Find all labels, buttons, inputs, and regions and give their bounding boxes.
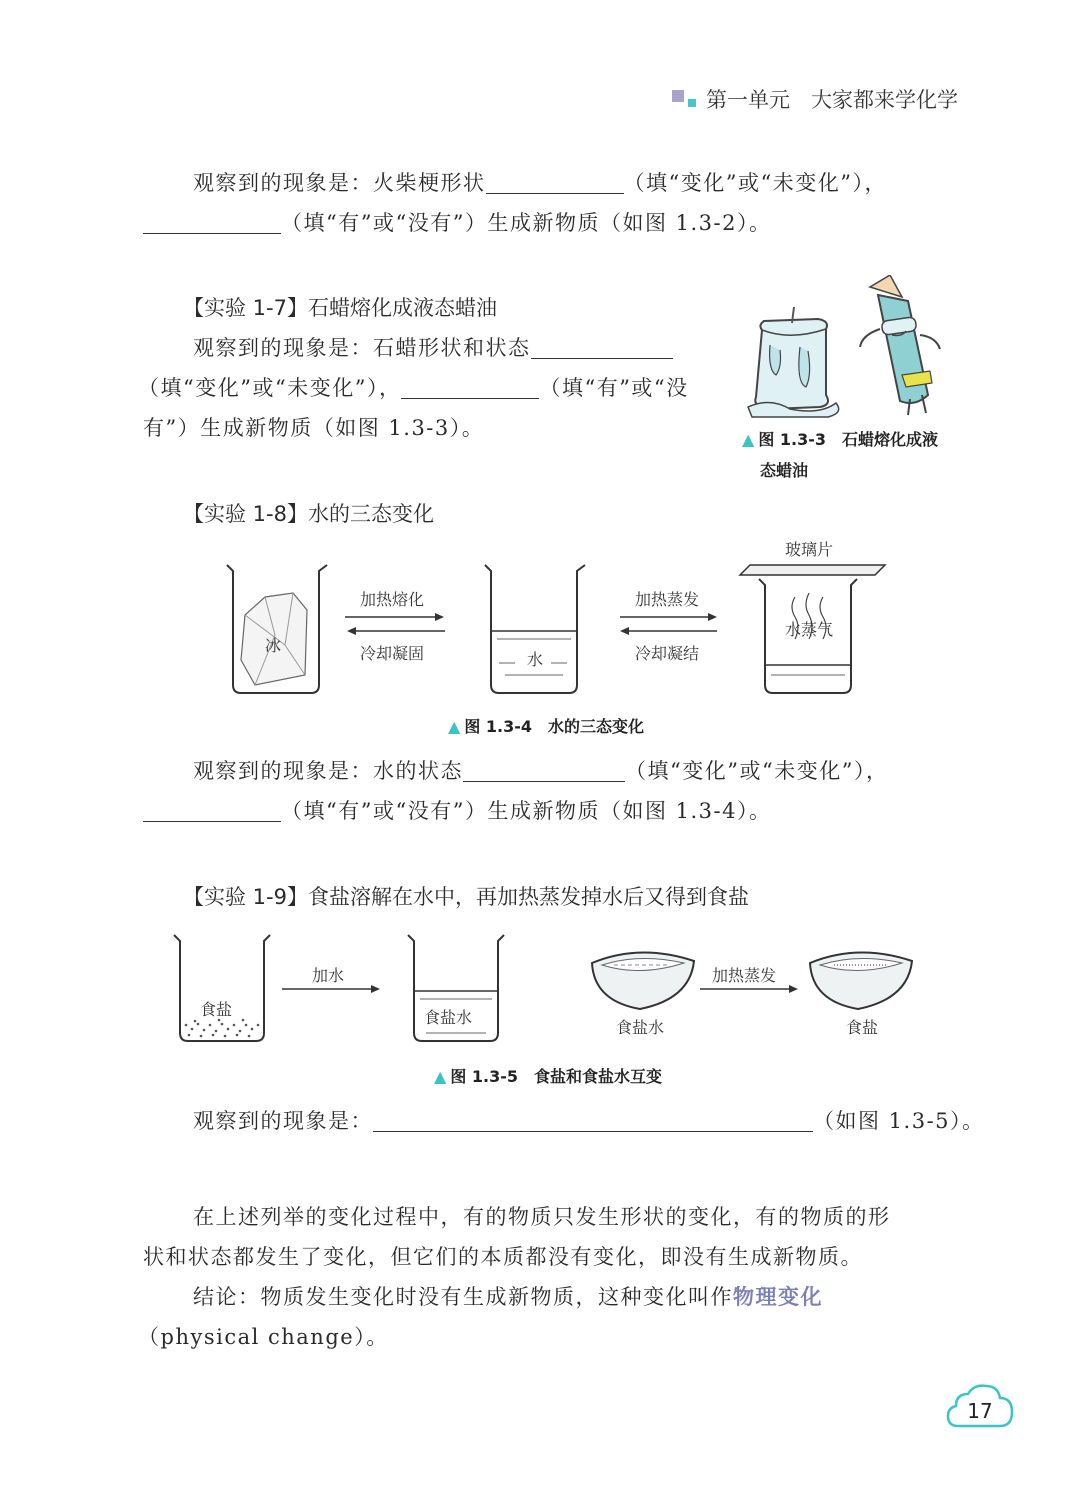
figure-caption-1-3-4: ▲ 图 1.3-4 水的三态变化 xyxy=(448,717,645,736)
add-water-label: 加水 xyxy=(312,966,345,985)
salt-water-figure xyxy=(170,925,930,1055)
three-states-figure xyxy=(215,535,895,700)
beaker-steam xyxy=(740,540,885,693)
header-title: 第一单元 大家都来学化学 xyxy=(706,88,958,112)
exp8-title: 【实验 1-8】水的三态变化 xyxy=(183,502,434,526)
exp9-title: 【实验 1-9】食盐溶解在水中，再加热蒸发掉水后又得到食盐 xyxy=(183,885,749,909)
salt-water-dish-label: 食盐水 xyxy=(616,1018,665,1037)
figure-caption-1-3-3-cont: 态蜡油 xyxy=(760,461,809,480)
evaporating-dish-salt xyxy=(810,952,912,1037)
running-header xyxy=(672,84,958,114)
answer-blank[interactable] xyxy=(531,336,673,359)
salt-label: 食盐 xyxy=(200,1000,233,1019)
answer-blank[interactable] xyxy=(401,376,539,399)
header-square-small-icon xyxy=(688,99,696,107)
evaporate-label: 加热蒸发 xyxy=(635,590,700,609)
beaker-salt xyxy=(174,935,270,1041)
answer-blank[interactable] xyxy=(373,1109,813,1132)
ice-label: 冰 xyxy=(265,636,282,655)
figure-caption-1-3-3: ▲ 图 1.3-3 石蜡熔化成液 xyxy=(742,430,939,449)
key-term: 物理变化 xyxy=(733,1285,823,1309)
page-number-badge xyxy=(946,1382,1016,1434)
summary-line1: 在上述列举的变化过程中，有的物质只发生形状的变化，有的物质的形 xyxy=(193,1205,891,1229)
pencil-character-image xyxy=(860,275,940,415)
conclusion-line: 结论：物质发生变化时没有生成新物质，这种变化叫作物理变化 xyxy=(193,1285,823,1309)
exp8-obs-line1: 观察到的现象是：水的状态 （填“变化”或“未变化”）， xyxy=(193,759,889,783)
salt-dish-label: 食盐 xyxy=(846,1018,879,1037)
beaker-ice xyxy=(227,565,327,693)
beaker-salt-water xyxy=(408,935,504,1041)
figure-caption-1-3-5: ▲ 图 1.3-5 食盐和食盐水互变 xyxy=(434,1067,663,1086)
up-arrow-icon: ▲ xyxy=(434,1067,447,1086)
obs1-line2: （填“有”或“没有”）生成新物质（如图 1.3-2）。 xyxy=(143,208,771,238)
melting-candle-image xyxy=(748,307,839,417)
beaker-water xyxy=(485,565,585,693)
exp9-obs-line: 观察到的现象是： （如图 1.3-5）。 xyxy=(193,1109,985,1133)
answer-blank[interactable] xyxy=(143,211,281,234)
exp7-line3: 有”）生成新物质（如图 1.3-3）。 xyxy=(143,416,485,440)
answer-blank[interactable] xyxy=(143,799,281,822)
conclusion-english: （physical change）。 xyxy=(138,1325,389,1349)
up-arrow-icon: ▲ xyxy=(742,430,755,449)
up-arrow-icon: ▲ xyxy=(448,717,461,736)
header-square-icon xyxy=(672,90,684,102)
candle-pencil-illustration xyxy=(740,275,960,420)
freeze-label: 冷却凝固 xyxy=(360,644,425,663)
answer-blank[interactable] xyxy=(463,759,625,782)
evaporating-dish-salt-water xyxy=(592,952,694,1037)
condense-label: 冷却凝结 xyxy=(635,644,700,663)
exp8-obs-line2: （填“有”或“没有”）生成新物质（如图 1.3-4）。 xyxy=(143,796,771,826)
obs1-line1: 观察到的现象是：火柴梗形状 （填“变化”或“未变化”）， xyxy=(193,171,887,195)
glass-label: 玻璃片 xyxy=(785,540,834,559)
salt-water-label: 食盐水 xyxy=(424,1008,473,1027)
answer-blank[interactable] xyxy=(486,171,624,194)
melt-label: 加热熔化 xyxy=(360,590,425,609)
water-label: 水 xyxy=(527,650,544,669)
heat-evaporate-label: 加热蒸发 xyxy=(712,966,777,985)
exp7-line1: 观察到的现象是：石蜡形状和状态 xyxy=(193,333,673,363)
steam-label: 水蒸气 xyxy=(785,620,834,639)
exp7-line2: （填“变化”或“未变化”）， （填“有”或“没 xyxy=(138,376,689,400)
summary-line2: 状和状态都发生了变化，但它们的本质都没有变化，即没有生成新物质。 xyxy=(143,1245,863,1269)
page-number: 17 xyxy=(967,1399,993,1423)
exp7-title: 【实验 1-7】石蜡熔化成液态蜡油 xyxy=(183,296,497,320)
